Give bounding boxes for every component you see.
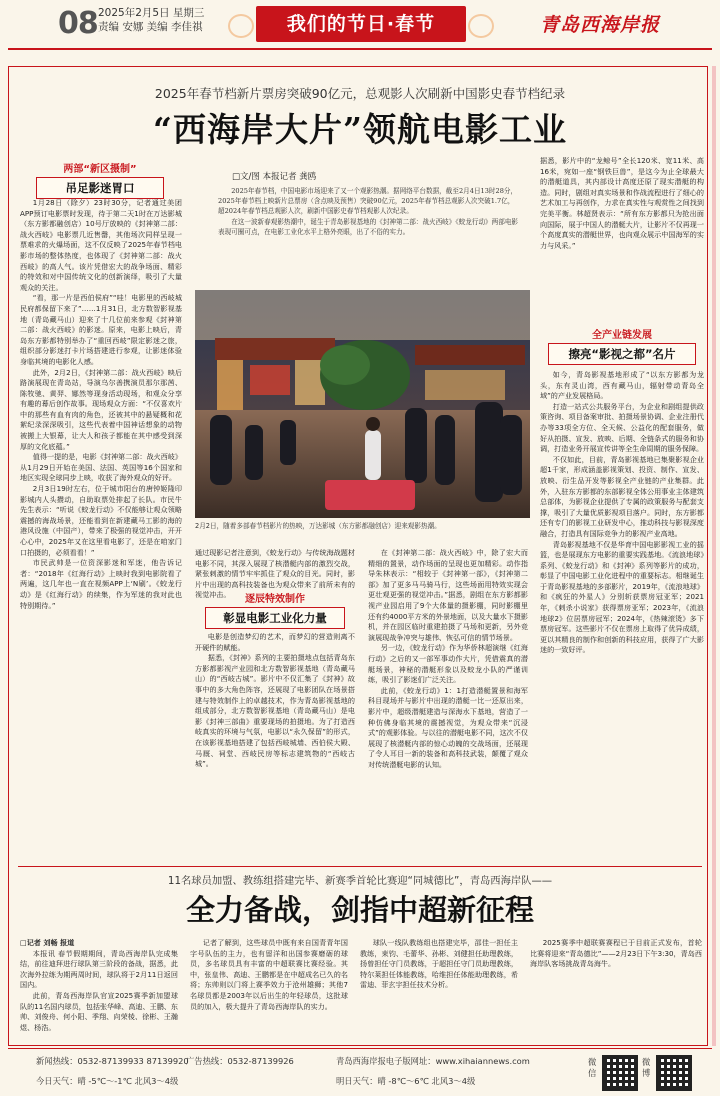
second-story-column-c [360,938,518,1044]
footer [8,1048,712,1096]
paragraph: 此前，青岛西海岸队官宣2025赛季新加盟球队的11名国内球员，包括张华峰、高迪、王鹏、东帅、刘俊舟、何小阳、季翔、向荣棱、徐彬、王瀚煜、杨浩。 [20,990,178,1032]
paragraph: 如今，青岛影视基地形成了“以东方影都为龙头，东有灵山湾，西有藏马山，辐射带动青岛全域”的产业发展格局。 [540,370,704,401]
photo-caption: 2月2日，随着多部春节档影片的热映，万达影城（东方影都融创店）迎来观影热潮。 [195,522,441,530]
weibo-qr-icon[interactable] [656,1055,692,1091]
weibo-label: 微博 [642,1057,651,1078]
page-number: 08 [58,6,98,41]
paragraph: 2025赛季中超联赛赛程已于目前正式发布，首轮比赛将迎来“青岛德比”——2月23日下午3:30，青岛西海岸队客场挑战青岛海牛。 [530,938,702,969]
today-weather: 今日天气：晴 -5℃～-1℃ 北风3～4级 [36,1076,179,1086]
paragraph: 2月3日19时左右，位于城市阳台的唐钟姬隆印影城内人头攒动，自助取票处排起了长队。市民牛先生表示：“听说《蛟龙行动》不仅能够让观众领略震撼的海战场景，还能看到在新建藏马工影的海的港风设施（中国产），带来了极强的视觉冲击，开开心心中，2025年又在这里看电影了，还是在咱家门口拍摄的，必须看看！” [20,484,182,557]
second-headline: 全力备战，剑指中超新征程 [185,893,534,927]
wechat-qr-icon[interactable] [602,1055,638,1091]
section3-head: 擦亮“影视之都”名片 [548,343,696,365]
paragraph: “看，那一片是西伯侯府”“哇！电影里的西岐城民府都保留下来了”……1月31日，北方数智影视基地（青岛藏马山）迎来了十几位前来参观《封神第二部：战火西岐》的影迷。原来，电影上映后，青岛东方影都特别举办了“重回西岐”限定影迷之旅，组织部分影迷打卡片场搭建进行参观，让影迷体验身临其境的电影化人感。 [20,293,182,366]
newspaper-brand: 青岛西海岸报 [540,14,661,36]
paragraph: 此外，2月2日，《封神第二部：战火西岐》映后路演展现在青岛站，导演乌尔善携演员那尔那茜、陈牧驰、黄羿、娜然等现身活动现场，和观众分享有趣的幕后创作故事。现场观众方面：“不仅喜欢片中的那些有血有肉的角色，还被其中的悬疑概和花絮纪录深深吸引，这些代表着中国神话想象的动物被搬上大银幕，让大人和孩子都能在其中感受到深厚的文化底蕴。” [20,367,182,451]
paragraph: 本报讯 春节假期期间，青岛西海岸队完成集结，前往迪拜进行球队第三阶段的备战，据悉，此次海外拉练为期两周时间，球队将于2月11日返回国内。 [20,948,178,990]
ad-hotline: 广告热线：0532-87139926 [186,1056,294,1066]
section3-tag: 全产业链发展 [592,330,652,341]
section1-heading [20,160,180,199]
second-byline: □记者 刘畅 报道 [20,938,75,947]
second-story-column-d [530,938,702,1044]
header-rule [8,48,712,50]
paragraph: 球队一线队教练组也搭建完毕，邵佳一担任主教练，束钧、毛蕾华、孙彬、刘健担任助理教练，扬曾担任守门员教练，于超担任守门员助理教练，特尔莱担任体能教练，哈维担任体能助理教练，希雷迪、菲玄宇担任技术分析。 [360,938,518,990]
editors-line: 责编 安娜 美编 李佳祺 [98,21,203,33]
paragraph: 记者了解到，这些球员中既有来自国青青年国字号队伍的主力，也有留洋和出国参赛磨砺的球员，多名球员具有丰富的中超联赛比赛经验。其中，张皇伟、高迪、王鹏都是在中超成名已久的名将；东帅则以门将上赛季效力于沧州雄狮；其他7名球员都是2003年以后出生的年轻球员，这批球员的加入，极大提升了青岛西海岸队的实力。 [190,938,348,1011]
story-divider [18,866,702,867]
section1-head: 吊足影迷胃口 [36,177,164,199]
paragraph: 1月28日（除夕）23时30分，记者通过美团APP预订电影票时发现，待于第二天1时在万达影城（东方影都融创店）10号厅放映的《封神第二部：战火西岐》电影票几近售罄，其他场次同样呈现一票难求的火爆场面，这不仅反映了2025年春节档电影市场的整体热度，也体现了《封神第二部：战火西岐》的高人气。该片凭借宏大的战争场面、精彩的特效和对中国传统文化的创新演绎，吸引了大量观众的关注。 [20,198,182,292]
lead-paragraph: 2025年春节档，中国电影市场迎来了又一个观影热潮。据网络平台数据，截至2月4日13时28分，2025年春节档上映新片总票房（含点映及预售）突破90亿元，2025年春节档总观影人次突破1.7亿，超2024年春节档总观影人次，刷新中国影史春节档观影人次纪录。 [218,187,518,216]
date-line: 2025年2月5日 星期三 [98,7,205,19]
paragraph: 不仅如此，目前，青岛影视基地已集聚影视企业超1千家，形成涵盖影视策划、投资、制作、宣发、放映、衍生品开发等影视全产业链的产业集群。此外，入驻东方影都的东部影视全体公用事业主体建筑总部体，为影视企业提供了专属的政策服务与配套支撑，吸引了大量优质影视项目落户。同时，东方影都还有专门的影视工业研发中心，推动科技与影视深度融合，打造具有国际竞争力的影视产业高地。 [540,454,704,538]
section2-head: 彰显电影工业化力量 [205,607,345,629]
lead-paragraph: 在这一波新春观影热潮中，诞生于青岛影视基地的《封神第二部：战火西岐》《蛟龙行动》两部电影表现可圈可点，在电影工业化水平上格外亮眼，出了不俗的实力。 [218,217,519,236]
header-meta [98,6,204,34]
section2-tag: 逐辰特效制作 [245,594,305,605]
byline: □文/图 本报记者 龚鸥 [232,172,317,182]
section2-column-a [195,632,355,860]
paragraph: 在《封神第二部：战火西岐》中，除了宏大而精细的置景，动作场面的呈现也更加精彩。动作指导朱林表示：“相较于《封神第一部》，《封神第二部》加了更多马马骑马行，这些场面用特效实现会更壮观更强的视觉冲击。”据悉，剧组在东方影都影视产业园启用了9个大体量的摄影棚，同时影棚里还有约4000平方米的外景地面，以及大量水下摄影机，并在园区临时重建拍摄了马场和更新，另外竞演展现战争冲突与雄伟、恢弘可信的情节场景。 [368,548,528,642]
section3-heading [540,326,704,365]
second-story-column-b [190,938,348,1044]
cinema-photo-illustration [195,290,530,518]
main-headline: “西海岸大片”领航电影工业 [153,110,567,149]
section1-tag: 两部“新区摄制” [63,164,137,175]
news-hotline: 新闻热线：0532-87139933 87139920 [36,1056,189,1066]
paragraph: 电影是创造梦幻的艺术，而梦幻的营造则离不开硬件的赋能。 [195,632,355,652]
cinema-photo [195,290,530,518]
section-banner: 我们的节日·春节 [256,6,466,42]
paragraph: 通过现影记者注意到，《蛟龙行动》与传统海战题材电影不同，其深入展现了核潜艇内部的激烈交战，紧张刺激的情节牢牢抓住了观众的目光。同时，影片中出现的高科技装备也为观众带来了前所未有的视觉冲击。 [195,548,355,600]
paragraph: 另一边，《蛟龙行动》作为华侨林超演继《红海行动》之后的又一部军事动作大片，凭借震真的潜艇场景，神秘的潜艇形象以及蛟龙小队的严谨训练，吸引了影迷们广泛关注。 [368,643,528,685]
second-story-column-a [20,938,178,1044]
frame-shadow [712,66,716,1046]
paragraph: 打造一站式公共服务平台，为企业和剧组提供政策咨询、项目备案审批、拍摄场景协调、企业注册代办等33项全方位、全天候、公益化的配套服务，做好从拍摄、宣发、放映、后期、全链条式的服务和协调，打造业务开展宣传讲等全生命周期的服务保障。 [540,401,704,454]
section1-column-a [20,198,182,858]
wechat-label: 微信 [588,1057,597,1078]
section2-continuation [540,156,704,318]
paragraph: 此前，《蛟龙行动》1：1打造潜艇置景和海军科目现场并与影片中出现的潜艇一比一还原出来，影片中，超级潜艇建造与深海水下基地，营造了一种仿佛身临其境的震撼视觉，为观众带来“沉浸式”的观影体验。与以往的潜艇电影不同，这次不仅展现了核潜艇内部的惊心动魄的交战场面，还展现了令人耳目一新的装备和高科技武装，颠覆了观众对传统潜艇电影的认知。 [368,685,528,769]
paragraph: 市民武帅是一位资深影迷和军迷，他告诉记者：“2018年《红海行动》上映时我到电影院看了两遍，这几年也一直在视频APP上‘N刷’。《蛟龙行动》是《红海行动》的续集，作为军迷的我对此也特别期待。” [20,558,182,610]
section2-column-b [368,548,528,860]
paragraph: 据悉，影片中的“龙鲸号”全长120米、宽11米、高16米，宛如一座“钢铁巨兽”，是这今为止全球最大的潜艇道具，其内部设计高度还原了现实潜艇的构造。同时，剧组对真实场景和作战流程进行了细心的艺术加工与再创作，力求在真实性与观赏性之间找到完美平衡。林超贤表示：“所有东方影都只为抢出面向国际，展于中国人的潜艇大片，让影片不仅再现一个高度真实的潜艇世界，也向观众展示中国海军的实力与风采。” [540,156,704,250]
publisher-line: 青岛西海岸报电子版网址：www.xihaiannews.com [336,1056,530,1066]
section2-heading [195,590,355,629]
paragraph: 青岛影视基地不仅是华育中国电影影视工业的摇篮，也是展现东方电影的重要实践基地。《流浪地球》系列、《蛟龙行动》和《封神》系列等影片的成功，彰显了中国电影工业化进程中的重要标志。相继诞生于青岛影视基地的多部影片，2019年，《流浪地球》和《疯狂的外星人》分别斩获票房冠亚军；2021年，《刺杀小说家》获得票房亚军；2023年，《流浪地球2》位居票房冠军；2024年，《热辣滚烫》多下票房冠军。这些影片不仅在票房上取得了优异成绩，更以其精良的制作和创新的科技应用，获得了广大影迷的一致好评。 [540,539,704,655]
tomorrow-weather: 明日天气：晴 -8℃～6℃ 北风3～4级 [336,1076,476,1086]
lead-text [218,186,518,237]
paragraph: 值得一提的是，电影《封神第二部：战火西岐》从1月29日开始在美国、法国、英国等16个国家和地区实现全球同步上映，收获了海外观众的好评。 [20,452,182,483]
second-subtitle: 11名球员加盟、教练组搭建完毕、新赛季首轮比赛迎“同城德比”，青岛西海岸队—— [167,875,553,887]
section3-column [540,370,704,860]
main-kicker: 2025年春节档新片票房突破90亿元，总观影人次刷新中国影史春节档纪录 [154,86,566,101]
paragraph: 据悉，《封神》系列的主要拍摄地点包括青岛东方影都影视产业园和北方数智影视基地（青岛藏马山）的“西岐古城”。影片中不仅汇集了《封神》故事中的多大角色阵容，还展现了电影团队在场景搭建与特效制作上的卓越技术，作为青岛影视基地的组成部分，北方数智影视基地（青岛藏马山）是电影《封神三部曲》重要现场的拍摄地。为了打造西岐真实的环境与气氛，电影以“永久保留”的形式，在该影视基地搭建了包括西岐城墙、西伯侯大殿、马厩、祠堂、西岐民房等标志建筑物的“西岐古城”。 [195,653,355,769]
